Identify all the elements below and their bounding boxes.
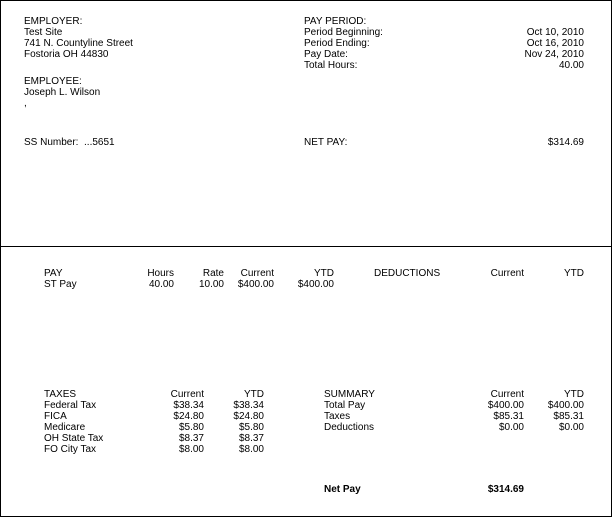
summary-row-current: $400.00 <box>487 400 524 411</box>
pay-row-current: $400.00 <box>237 279 274 290</box>
ss-number-label: SS Number: <box>24 137 79 148</box>
tax-row-ytd: $38.34 <box>233 400 264 411</box>
employer-heading: EMPLOYER: <box>24 16 83 27</box>
pay-date-value: Nov 24, 2010 <box>524 49 584 60</box>
pay-row-name: ST Pay <box>44 279 77 290</box>
pay-period-heading: PAY PERIOD: <box>304 16 367 27</box>
section-divider <box>1 246 611 247</box>
employee-name: Joseph L. Wilson <box>24 87 101 98</box>
tax-row-name: OH State Tax <box>44 433 104 444</box>
tax-row-current: $8.00 <box>178 444 204 455</box>
tax-row-name: FO City Tax <box>44 444 97 455</box>
employer-street: 741 N. Countyline Street <box>24 38 133 49</box>
net-pay-bottom-label: Net Pay <box>324 484 361 495</box>
employer-name: Test Site <box>24 27 63 38</box>
employer-city-state-zip: Fostoria OH 44830 <box>24 49 109 60</box>
taxes-current-header: Current <box>170 389 204 400</box>
pay-date-label: Pay Date: <box>304 49 348 60</box>
pay-row-hours: 40.00 <box>148 279 174 290</box>
summary-row-current: $85.31 <box>493 411 524 422</box>
rate-header: Rate <box>202 268 224 279</box>
summary-row-ytd: $400.00 <box>547 400 584 411</box>
summary-ytd-header: YTD <box>564 389 584 400</box>
taxes-header: TAXES <box>44 389 77 400</box>
tax-row-ytd: $24.80 <box>233 411 264 422</box>
tax-row-current: $24.80 <box>173 411 204 422</box>
deductions-ytd-header: YTD <box>564 268 584 279</box>
pay-header: PAY <box>44 268 63 279</box>
ss-number-value: ...5651 <box>84 137 115 148</box>
summary-current-header: Current <box>490 389 524 400</box>
tax-row-name: Medicare <box>44 422 86 433</box>
net-pay-bottom-value: $314.69 <box>487 484 524 495</box>
total-hours-label: Total Hours: <box>304 60 358 71</box>
period-ending-label: Period Ending: <box>304 38 370 49</box>
net-pay-top-label: NET PAY: <box>304 137 348 148</box>
tax-row-current: $5.80 <box>178 422 204 433</box>
summary-row-current: $0.00 <box>498 422 524 433</box>
summary-row-ytd: $0.00 <box>558 422 584 433</box>
tax-row-name: Federal Tax <box>44 400 97 411</box>
period-beginning-label: Period Beginning: <box>304 27 383 38</box>
deductions-current-header: Current <box>490 268 524 279</box>
tax-row-name: FICA <box>44 411 67 422</box>
summary-row-name: Deductions <box>324 422 375 433</box>
summary-row-name: Total Pay <box>324 400 366 411</box>
summary-header: SUMMARY <box>324 389 375 400</box>
employee-heading: EMPLOYEE: <box>24 76 82 87</box>
summary-row-ytd: $85.31 <box>553 411 584 422</box>
pay-row-ytd: $400.00 <box>297 279 334 290</box>
period-beginning-value: Oct 10, 2010 <box>526 27 584 38</box>
tax-row-current: $8.37 <box>178 433 204 444</box>
pay-row-rate: 10.00 <box>198 279 224 290</box>
tax-row-current: $38.34 <box>173 400 204 411</box>
total-hours-value: 40.00 <box>558 60 584 71</box>
period-ending-value: Oct 16, 2010 <box>526 38 584 49</box>
ss-number <box>24 137 115 148</box>
taxes-ytd-header: YTD <box>244 389 264 400</box>
net-pay-top-value: $314.69 <box>547 137 584 148</box>
pay-current-header: Current <box>240 268 274 279</box>
summary-row-name: Taxes <box>324 411 351 422</box>
hours-header: Hours <box>147 268 174 279</box>
tax-row-ytd: $8.37 <box>238 433 264 444</box>
tax-row-ytd: $8.00 <box>238 444 264 455</box>
tax-row-ytd: $5.80 <box>238 422 264 433</box>
employee-address-line: , <box>24 98 27 109</box>
pay-ytd-header: YTD <box>314 268 334 279</box>
deductions-header: DEDUCTIONS <box>374 268 441 279</box>
